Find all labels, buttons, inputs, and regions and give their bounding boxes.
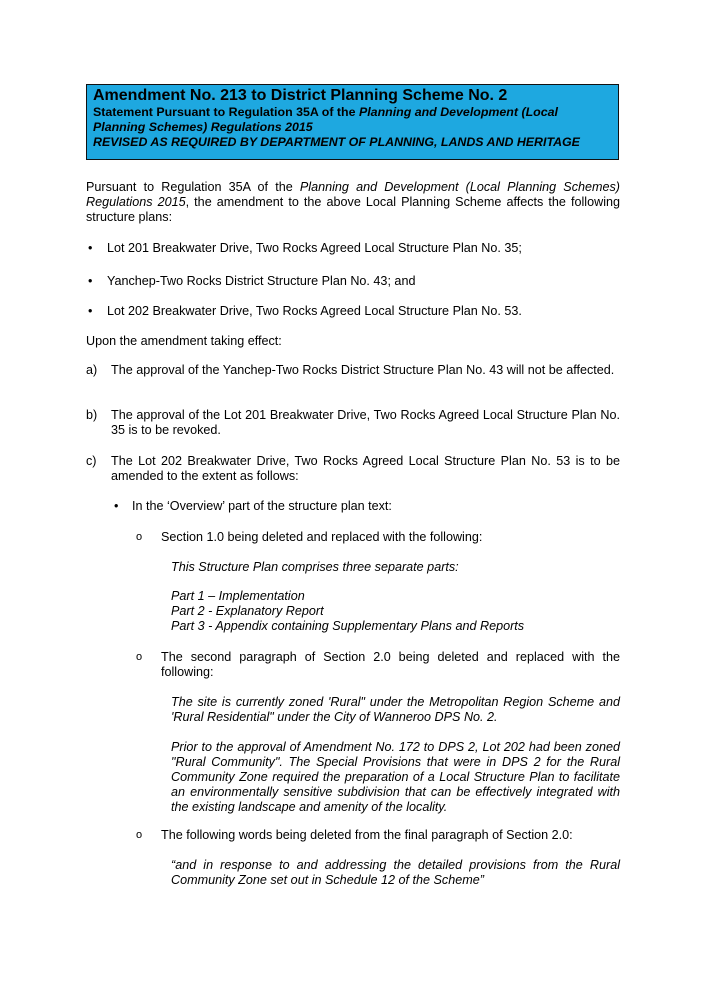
overview-text: In the ‘Overview’ part of the structure plan text: (132, 499, 392, 513)
part-item: Part 1 – Implementation (171, 589, 305, 603)
bullet-icon: • (88, 274, 93, 288)
statement-line-1 (93, 105, 612, 120)
structure-plan-item: Lot 201 Breakwater Drive, Two Rocks Agreed Local Structure Plan No. 35; (107, 241, 522, 255)
statement-italic-1: Planning and Development (Local (358, 105, 558, 119)
sub-item-text: The second paragraph of Section 2.0 being deleted and replaced with the following: (161, 650, 620, 679)
intro-act-name: Planning and Development (Local Planning Schemes) (299, 180, 620, 194)
quote-intro: This Structure Plan comprises three separate parts: (171, 560, 459, 574)
sub-item-text: Section 1.0 being deleted and replaced with the following: (161, 530, 483, 544)
amendment-title: Amendment No. 213 to District Planning Scheme No. 2 (93, 87, 508, 104)
part-item: Part 2 - Explanatory Report (171, 604, 324, 618)
item-text: The Lot 202 Breakwater Drive, Two Rocks Agreed Local Structure Plan No. 53 is to be amended to the extent as follows: (111, 454, 620, 483)
bullet-icon: • (88, 241, 93, 255)
quote-deleted-words: “and in response to and addressing the detailed provisions from the Rural Community Zone set out in Schedule 12 of the Scheme” (171, 858, 620, 887)
sub-item-text: The following words being deleted from the final paragraph of Section 2.0: (161, 828, 573, 842)
statement-prefix: Statement Pursuant to Regulation 35A of the (93, 105, 359, 119)
item-label: c) (86, 454, 97, 468)
structure-plan-item: Lot 202 Breakwater Drive, Two Rocks Agreed Local Structure Plan No. 53. (107, 304, 522, 318)
structure-plan-item: Yanchep-Two Rocks District Structure Plan No. 43; and (107, 274, 416, 288)
intro-text-b: , the amendment to the above Local Planning Scheme affects the following (185, 195, 620, 209)
intro-text-c: structure plans: (86, 210, 173, 224)
item-label: b) (86, 408, 98, 422)
amendment-header-box (86, 84, 619, 160)
intro-paragraph (86, 180, 620, 225)
item-text: The approval of the Yanchep-Two Rocks District Structure Plan No. 43 will not be affected. (111, 363, 615, 377)
revised-note: REVISED AS REQUIRED BY DEPARTMENT OF PLANNING, LANDS AND HERITAGE (93, 135, 580, 149)
intro-act-year: Regulations 2015 (86, 195, 186, 209)
item-label: a) (86, 363, 98, 377)
quote-paragraph-1: The site is currently zoned 'Rural" under the Metropolitan Region Scheme and 'Rural Residential" under the City of Wanneroo DPS No. 2. (171, 695, 620, 724)
circle-bullet-icon: o (136, 531, 143, 543)
quote-paragraph-2: Prior to the approval of Amendment No. 172 to DPS 2, Lot 202 had been zoned "Rural Community". The Special Provisions that were in DPS 2 for the Rural Community Zone required the preparation of a Local Structure Plan to facilitate an environmentally sensitive subdivision that can be effectively integrated with the existing landscape and amenity of the locality. (171, 740, 620, 814)
circle-bullet-icon: o (136, 829, 143, 841)
intro-text-a: Pursuant to Regulation 35A of the (86, 180, 300, 194)
bullet-icon: • (114, 499, 119, 513)
bullet-icon: • (88, 304, 93, 318)
circle-bullet-icon: o (136, 651, 143, 663)
statement-line-2: Planning Schemes) Regulations 2015 (93, 120, 313, 134)
upon-text: Upon the amendment taking effect: (86, 334, 282, 348)
item-text: The approval of the Lot 201 Breakwater Drive, Two Rocks Agreed Local Structure Plan No. 35 is to be revoked. (111, 408, 620, 437)
parts-list (171, 589, 620, 634)
part-item: Part 3 - Appendix containing Supplementary Plans and Reports (171, 619, 525, 633)
